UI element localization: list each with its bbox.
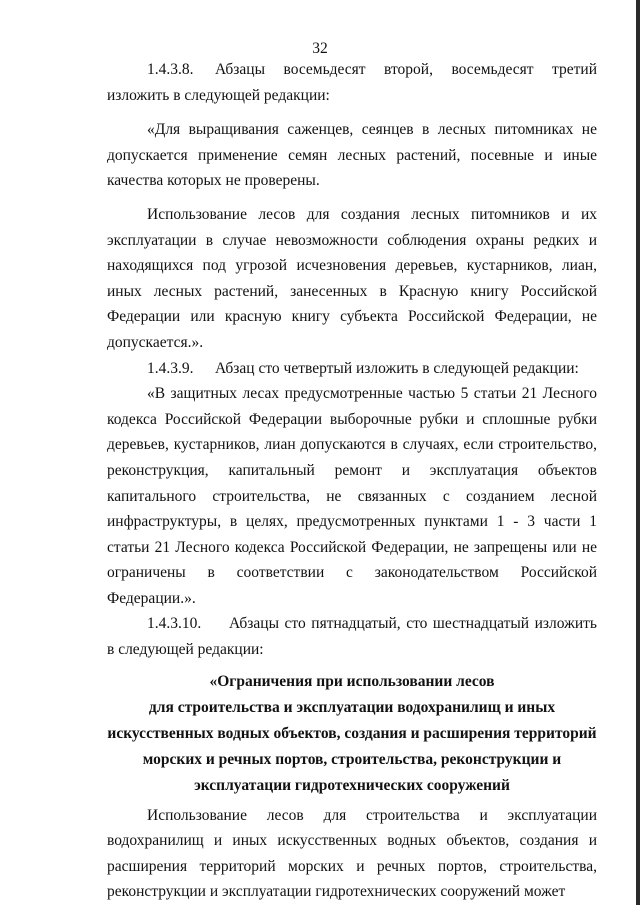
quoted-paragraph: Использование лесов для создания лесных питомников и их эксплуатации в случае невозможности соблюдения охраны редких и находящихся под угрозой исчезновения деревьев, кустарников, лиан, иных лесных растений, занесенных в Красную книгу Российской Федерации или красную книгу субъекта Российской Федерации, не допускается.».: [107, 205, 597, 351]
final-paragraph: Использование лесов для строительства и эксплуатации водохранилищ и иных искусственных водных объектов, создания и расширения территорий морских и речных портов, строительства, реконструкции и эксплуатации гидротехнических сооружений может: [107, 806, 597, 901]
heading-line: для строительства и эксплуатации водохранилищ и иных: [148, 698, 556, 716]
document-body: [107, 57, 597, 905]
quoted-paragraph: «Для выращивания саженцев, сеянцев в лесных питомниках не допускается применение семян лесных растений, посевные и иные качества которых не проверены.: [107, 121, 597, 190]
paragraph-1-4-3-9: [107, 356, 597, 382]
heading-line: «Ограничения при использовании лесов: [209, 672, 495, 690]
heading-line: морских и речных портов, строительства, реконструкции и: [142, 750, 562, 768]
heading-line: эксплуатации гидротехнических сооружений: [194, 776, 510, 794]
item-number: 1.4.3.10.: [147, 615, 202, 633]
quoted-paragraph: «В защитных лесах предусмотренные частью 5 статьи 21 Лесного кодекса Российской Федерации выборочные рубки и сплошные рубки деревьев, кустарников, лиан допускаются в случаях, если строительство, реконструкция, капитальный ремонт и эксплуатация объектов капитального строительства, не связанных с созданием лесной инфраструктуры, в целях, предусмотренных пунктами 1 - 3 части 1 статьи 21 Лесного кодекса Российской Федерации, не запрещены или не ограничены в соответствии с законодательством Российской Федерации.».: [107, 385, 597, 607]
item-number: 1.4.3.8.: [147, 61, 194, 78]
page-number: 32: [312, 40, 328, 57]
scan-edge: [636, 0, 640, 905]
paragraph-1-4-3-8: [107, 57, 597, 108]
paragraph-text: Абзацы сто пятнадцатый, сто шестнадцатый изложить в следующей редакции:: [107, 615, 597, 659]
heading-line: искусственных водных объектов, создания и расширения территорий: [107, 724, 597, 742]
paragraph-text: Абзац сто четвертый изложить в следующей редакции:: [215, 359, 579, 377]
item-number: 1.4.3.9.: [147, 359, 194, 377]
section-heading: [107, 669, 597, 799]
paragraph-1-4-3-10: [107, 611, 597, 662]
paragraph-text: Абзацы восемьдесят второй, восемьдесят третий изложить в следующей редакции:: [107, 61, 597, 104]
